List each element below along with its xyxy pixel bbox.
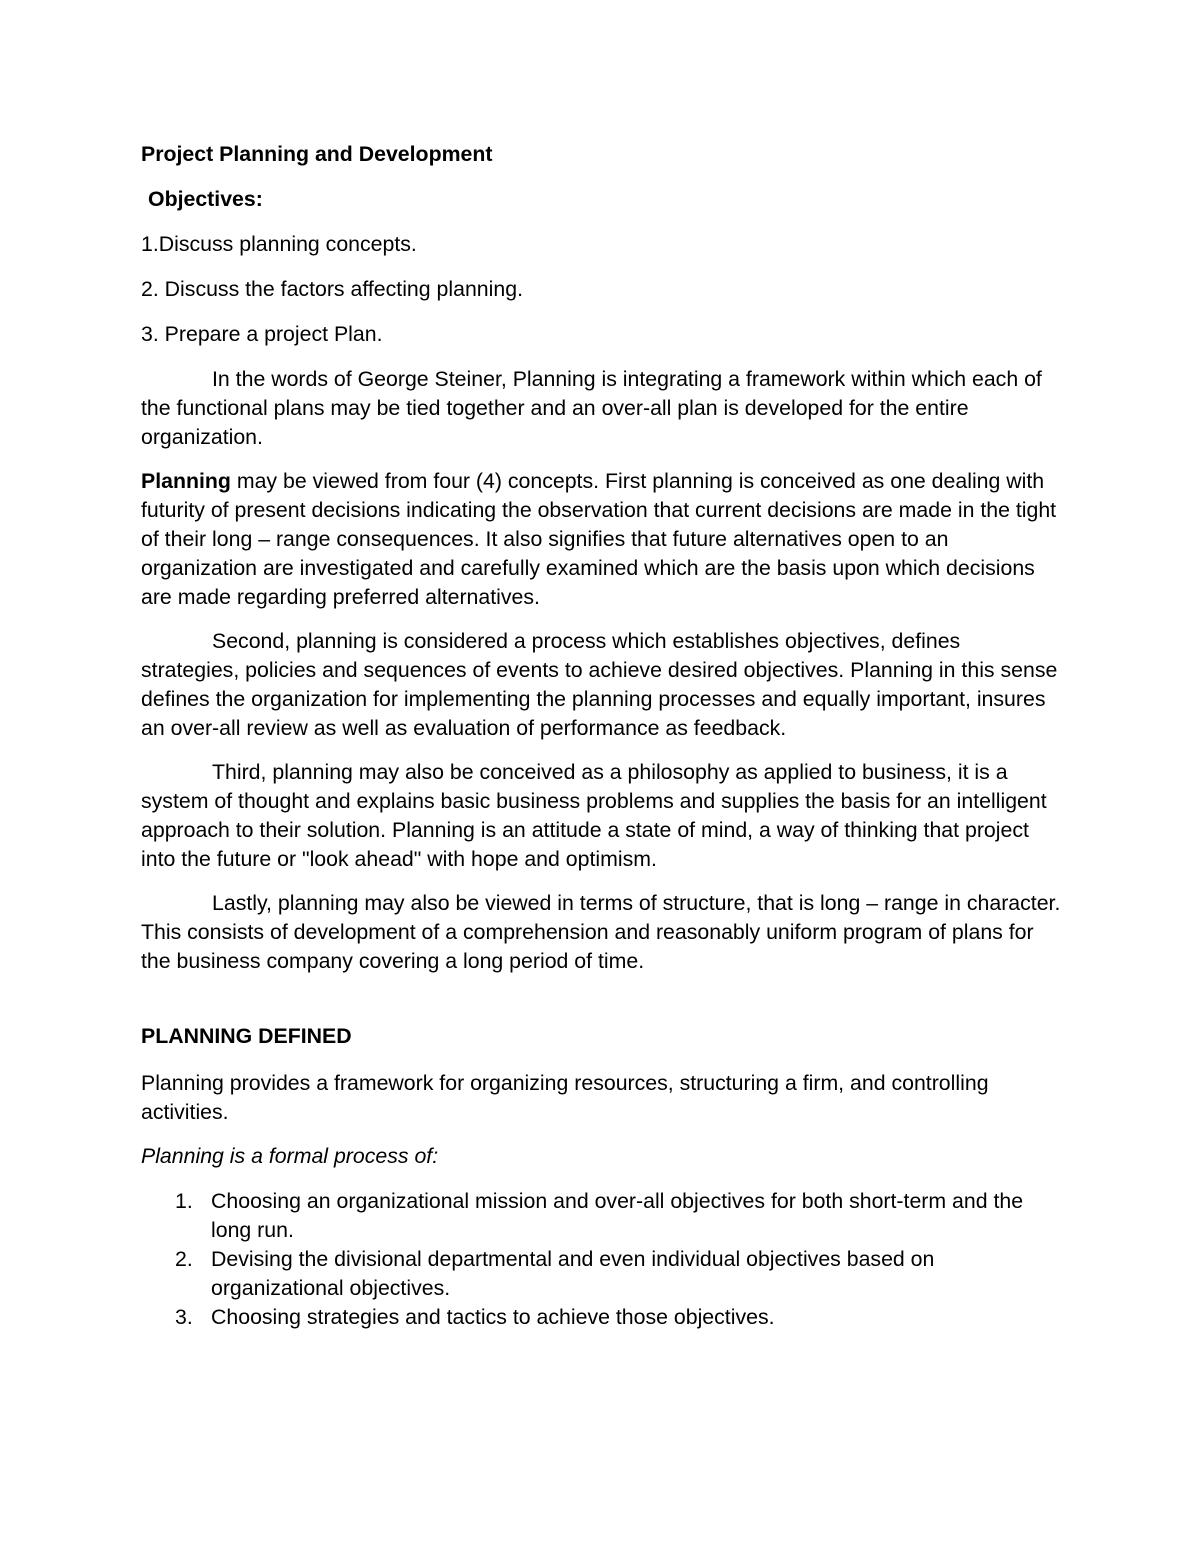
list-item-number: 1. (175, 1189, 193, 1213)
list-item (141, 1245, 1061, 1303)
list-item (141, 1187, 1061, 1245)
objectives-heading: Objectives: (148, 187, 263, 211)
intro-paragraph: In the words of George Steiner, Planning is integrating a framework within which each of the functional plans may be tied together and an over-all plan is developed for the entire organization. (141, 367, 1042, 449)
list-item-text: Devising the divisional departmental and even individual objectives based on organizational objectives. (211, 1247, 935, 1300)
fourth-concept-paragraph: Lastly, planning may also be viewed in terms of structure, that is long – range in character. This consists of development of a comprehension and reasonably uniform program of plans for the business company covering a long period of time. (141, 891, 1061, 973)
list-item (141, 1303, 1061, 1332)
second-concept-paragraph: Second, planning is considered a process which establishes objectives, defines strategies, policies and sequences of events to achieve desired objectives. Planning in this sense defines the organization for implementing the planning processes and equally important, insures an over-all review as well as evaluation of performance as feedback. (141, 629, 1058, 740)
objective-item: 3. Prepare a project Plan. (141, 322, 383, 346)
document-body (141, 140, 1061, 1332)
list-item-number: 2. (175, 1247, 193, 1271)
list-item-text: Choosing strategies and tactics to achieve those objectives. (211, 1305, 775, 1329)
third-concept-paragraph: Third, planning may also be conceived as a philosophy as applied to business, it is a system of thought and explains basic business problems and supplies the basis for an intelligent approach to their solution. Planning is an attitude a state of mind, a way of thinking that project into the future or "look ahead" with hope and optimism. (141, 760, 1047, 871)
concepts-lead-term: Planning (141, 469, 231, 493)
objective-item: 1.Discuss planning concepts. (141, 232, 417, 256)
section-heading-planning-defined: PLANNING DEFINED (141, 1024, 352, 1048)
definition-paragraph: Planning provides a framework for organizing resources, structuring a firm, and controlling activities. (141, 1071, 989, 1124)
formal-process-list (141, 1187, 1061, 1332)
objective-item: 2. Discuss the factors affecting planning. (141, 277, 523, 301)
concepts-paragraph (141, 467, 1061, 612)
list-item-text: Choosing an organizational mission and over-all objectives for both short-term and the long run. (211, 1189, 1024, 1242)
list-item-number: 3. (175, 1305, 193, 1329)
document-title: Project Planning and Development (141, 142, 493, 166)
concepts-paragraph-text: may be viewed from four (4) concepts. First planning is conceived as one dealing with futurity of present decisions indicating the observation that current decisions are made in the tight of their long – range consequences. It also signifies that future alternatives open to an organization are investigated and carefully examined which are the basis upon which decisions are made regarding preferred alternatives. (141, 469, 1057, 609)
formal-process-label: Planning is a formal process of: (141, 1144, 439, 1168)
